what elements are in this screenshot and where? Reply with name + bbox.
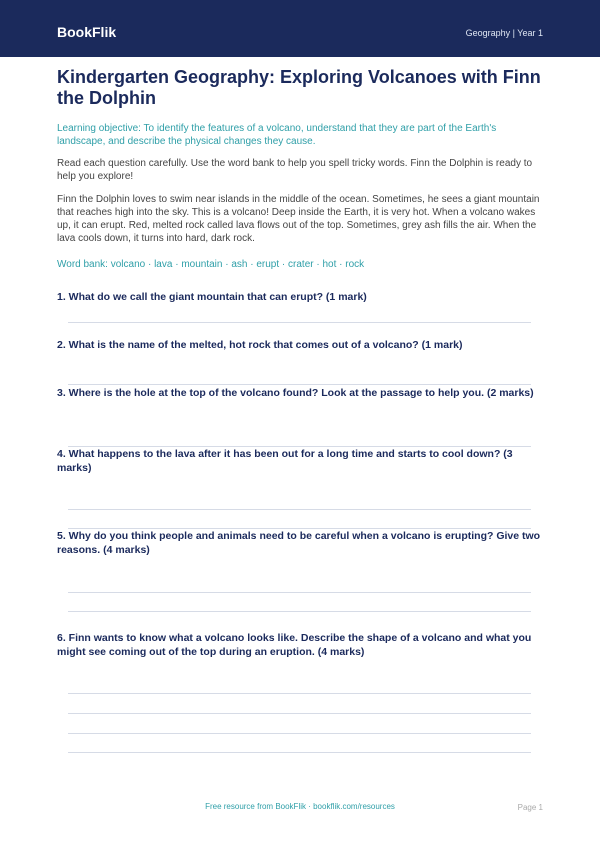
answer-line[interactable] [68,384,531,385]
answer-line[interactable] [68,509,531,510]
answer-line[interactable] [68,752,531,753]
question-5: 5. Why do you think people and animals need to be careful when a volcano is erupting? Give two reasons. (4 marks) [57,530,541,556]
page-number: Page 1 [517,803,543,812]
answer-line[interactable] [68,733,531,734]
page-title: Kindergarten Geography: Exploring Volcanoes with Finn the Dolphin [57,67,541,108]
page-header [0,0,600,57]
question-4: 4. What happens to the lava after it has been out for a long time and starts to cool down? (3 marks) [57,448,513,474]
instructions-paragraph: Read each question carefully. Use the word bank to help you spell tricky words. Finn the Dolphin is ready to help you explore! [57,158,533,182]
brand-logo[interactable]: BookFlik [57,24,117,40]
question-6: 6. Finn wants to know what a volcano looks like. Describe the shape of a volcano and what you might see coming out of the top during an eruption. (4 marks) [57,632,532,658]
question-3: 3. Where is the hole at the top of the volcano found? Look at the passage to help you. (2 marks) [57,387,534,399]
answer-line[interactable] [68,592,531,593]
answer-line[interactable] [68,611,531,612]
question-1: 1. What do we call the giant mountain that can erupt? (1 mark) [57,291,367,303]
reading-passage: Finn the Dolphin loves to swim near islands in the middle of the ocean. Sometimes, he sees a giant mountain that reaches high into the sky. This is a volcano! Deep inside the Earth, it is very hot. When a volcano wakes up, it can erupt. Red, melted rock called lava flows out of the top. Sometimes, grey ash fills the air. When the lava cools down, it turns into hard, dark rock. [57,194,540,244]
word-bank: Word bank: volcano · lava · mountain · ash · erupt · crater · hot · rock [57,259,365,270]
question-2: 2. What is the name of the melted, hot rock that comes out of a volcano? (1 mark) [57,339,463,351]
answer-line[interactable] [68,322,531,323]
learning-objective: Learning objective: To identify the features of a volcano, understand that they are part of the Earth's landscape, and describe the physical changes they cause. [57,123,497,147]
footer-link[interactable]: Free resource from BookFlik · bookflik.com/resources [205,802,395,811]
answer-line[interactable] [68,693,531,694]
subject-year: Geography | Year 1 [465,28,543,38]
answer-line[interactable] [68,713,531,714]
